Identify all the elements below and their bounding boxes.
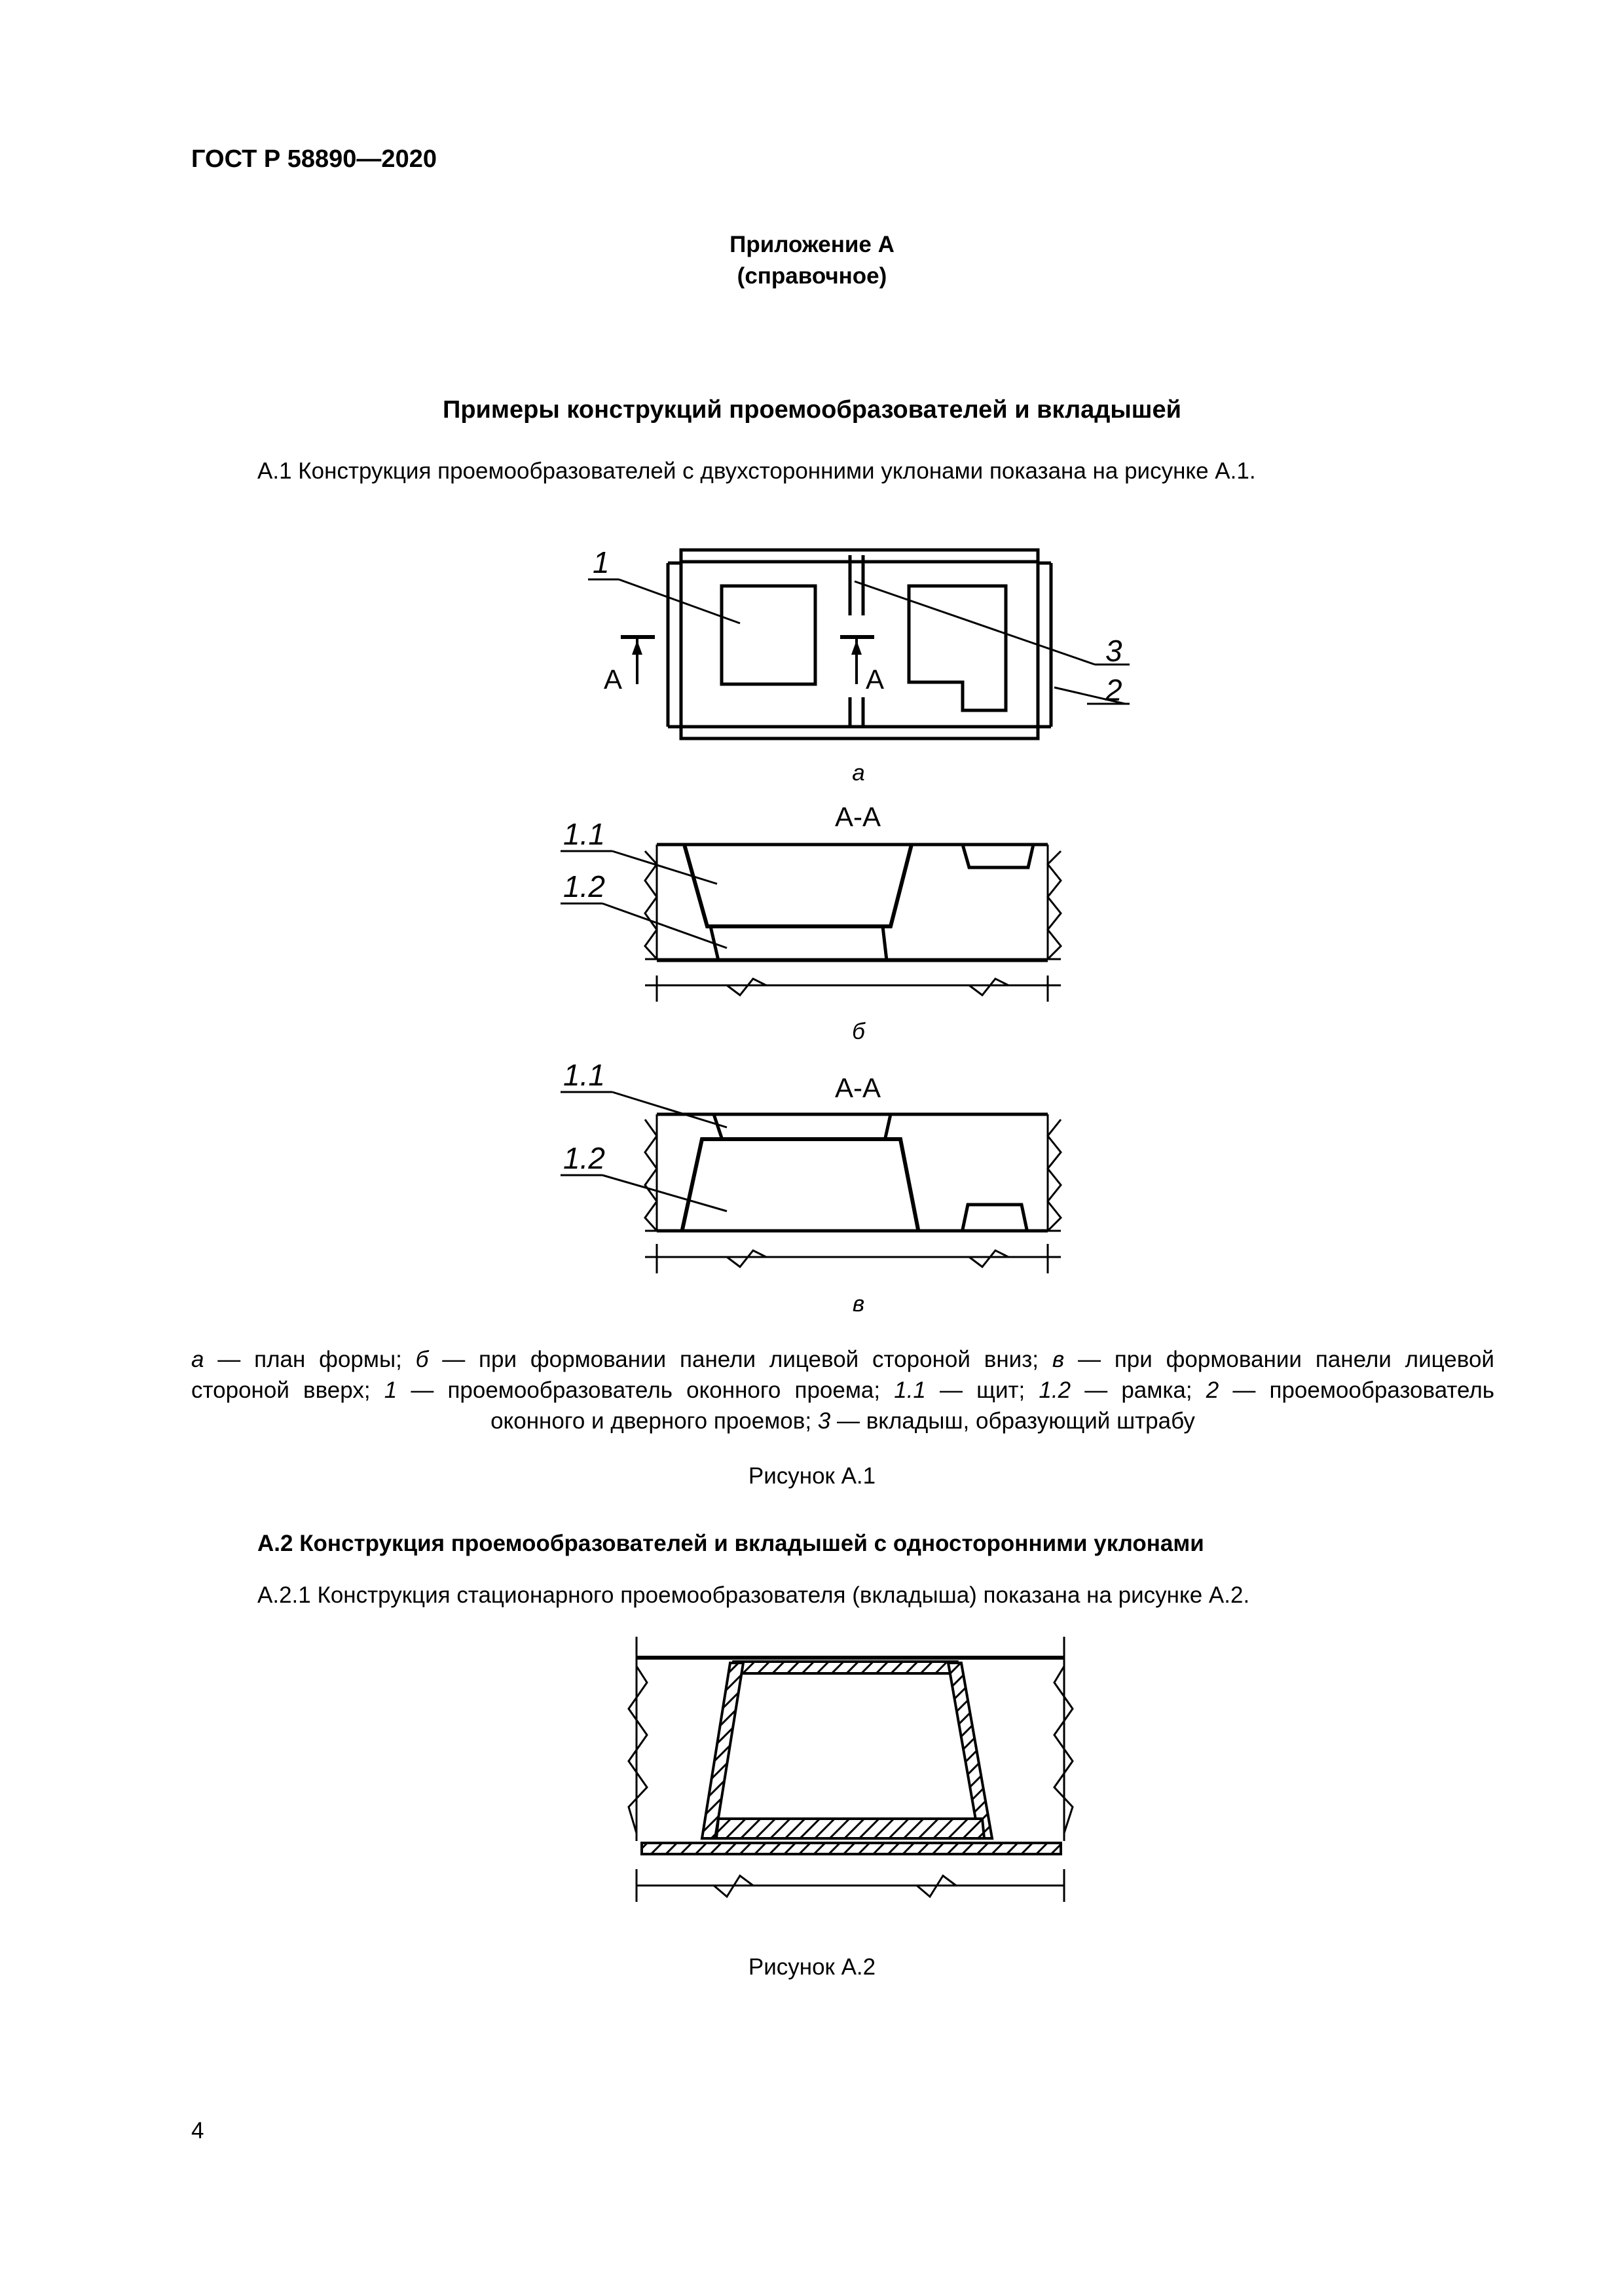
callout-3: 3 [1105, 634, 1122, 668]
figure-a2-label: Рисунок А.2 [748, 1954, 876, 1980]
document-code: ГОСТ Р 58890—2020 [191, 145, 437, 173]
caption-text: — при формовании панели лицевой [1064, 1347, 1494, 1372]
callout-1-2-b: 1.2 [563, 869, 605, 903]
figure-a1-label: Рисунок А.1 [748, 1463, 876, 1489]
caption-line-3 [191, 1406, 1494, 1436]
section-title-v: А-А [834, 1072, 881, 1103]
caption-2-key: 2 [1206, 1377, 1219, 1403]
section-a2-heading: А.2 Конструкция проемообразователей и вкладышей с односторонними уклонами [257, 1531, 1204, 1556]
sub-label-a: а [852, 760, 865, 786]
figure-a1-section-v [561, 1092, 1061, 1273]
callout-1-1-v: 1.1 [563, 1058, 605, 1092]
figure-a1-section-v-labels [563, 1058, 881, 1317]
caption-text: — при формовании панели лицевой стороной вниз; [428, 1347, 1052, 1372]
slot-insert [963, 845, 1033, 867]
callout-2: 2 [1105, 673, 1122, 707]
figure-a1-section-b [561, 845, 1061, 1002]
page-number: 4 [191, 2118, 204, 2143]
appendix-title: Приложение А [729, 232, 895, 257]
panel-frame [682, 1139, 918, 1230]
figure-a2-drawing [629, 1637, 1073, 1902]
appendix-type: (справочное) [737, 263, 887, 289]
section-mark-right: А [866, 664, 885, 695]
section-title-b: А-А [834, 801, 881, 832]
callout-1-1-b: 1.1 [563, 817, 605, 851]
pallet-hatched-base [642, 1843, 1061, 1854]
caption-1-key: 1 [384, 1377, 397, 1403]
bottom-hatched-plate [716, 1819, 984, 1838]
caption-a-key: а [191, 1347, 204, 1372]
caption-text: — вкладыш, образующий штрабу [830, 1408, 1195, 1434]
caption-v-key: в [1052, 1347, 1065, 1372]
caption-line-2 [191, 1375, 1494, 1406]
sub-label-v: в [852, 1291, 865, 1317]
caption-text: — план формы; [204, 1347, 416, 1372]
paragraph-a1: А.1 Конструкция проемообразователей с двухсторонними уклонами показана на рисунке А.1. [257, 458, 1256, 484]
caption-text: — рамка; [1071, 1377, 1206, 1403]
caption-1-2-key: 1.2 [1039, 1377, 1071, 1403]
section-title: Примеры конструкций проемообразователей и вкладышей [443, 396, 1181, 424]
section-mark-left: А [604, 664, 623, 695]
caption-text: — проемообразователь оконного проема; [397, 1377, 895, 1403]
callout-1-2-v: 1.2 [563, 1141, 605, 1175]
top-hatched-plate [730, 1662, 961, 1673]
callout-1: 1 [593, 545, 610, 579]
caption-b-key: б [415, 1347, 429, 1372]
figure-a1-caption [191, 1344, 1494, 1436]
panel-shield [684, 845, 912, 926]
window-opening-former [722, 586, 815, 684]
slot-insert-v [963, 1205, 1027, 1230]
figure-a1-section-b-labels [563, 801, 881, 1044]
caption-1-1-key: 1.1 [894, 1377, 926, 1403]
caption-text: стороной вверх; [191, 1377, 384, 1403]
caption-text: — проемообразователь [1219, 1377, 1495, 1403]
right-hatched-wall [948, 1663, 992, 1838]
figure-a1-plan [588, 550, 1130, 738]
paragraph-a2-1: А.2.1 Конструкция стационарного проемообразователя (вкладыша) показана на рисунке А.2. [257, 1582, 1250, 1608]
caption-line-1 [191, 1344, 1494, 1375]
caption-text: оконного и дверного проемов; [490, 1408, 818, 1434]
left-hatched-wall [702, 1663, 743, 1838]
sub-label-b: б [852, 1019, 865, 1044]
caption-text: — щит; [925, 1377, 1039, 1403]
caption-3-key: 3 [817, 1408, 831, 1434]
